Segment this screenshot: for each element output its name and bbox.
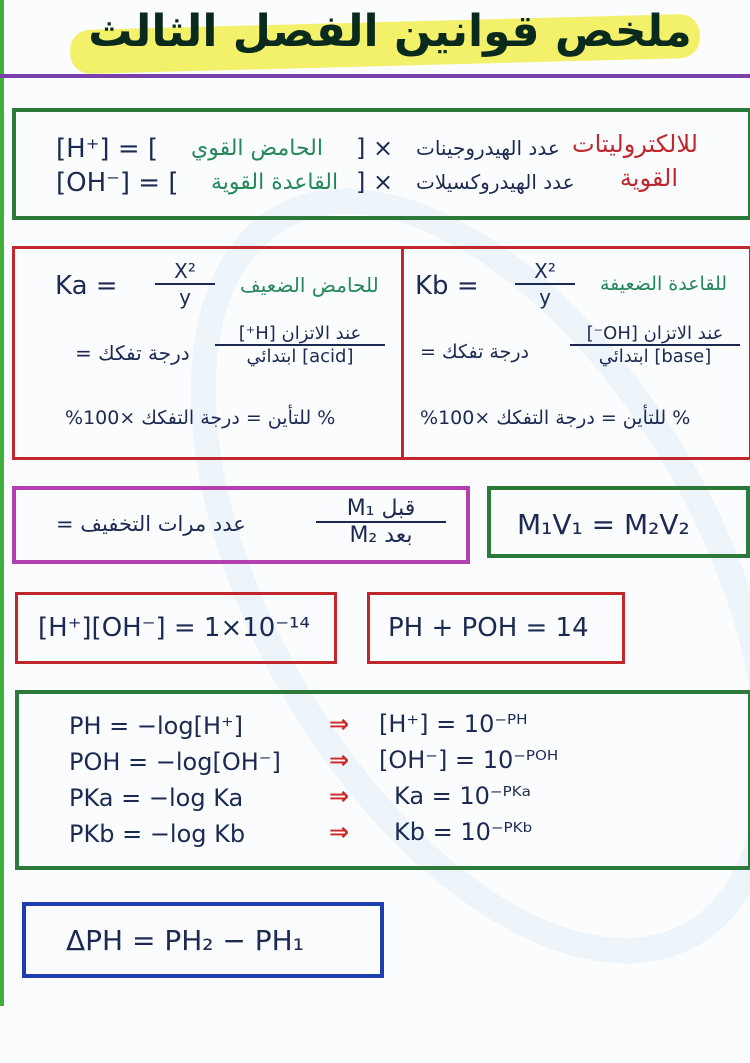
oh-strong-times: ] ×: [356, 168, 394, 196]
acid-alpha-fraction: [215, 323, 385, 367]
dilution-numerator: M₁ قبل: [316, 496, 446, 523]
log-row-4-left: PKb = −log Kb: [69, 820, 246, 848]
oh-strong-count: عدد الهيدروكسيلات: [416, 170, 575, 194]
log-row-4-right: Kb = 10⁻ᴾᴷᵇ: [394, 818, 533, 846]
mv-equation: M₁V₁ = M₂V₂: [517, 508, 690, 541]
dilution-denominator: M₂ بعد: [349, 523, 413, 548]
h-strong-count: عدد الهيدروجينات: [416, 136, 560, 160]
base-percent-ionization: % للتأين = درجة التفكك ×100%: [420, 407, 691, 429]
weak-acid-label: للحامض الضعيف: [240, 273, 379, 297]
base-alpha-numerator: عند الاتزان [OH⁻]: [570, 323, 740, 346]
log-row-3-arrow: ⇒: [329, 782, 350, 810]
dilution-fraction: [316, 496, 446, 548]
oh-strong-base: القاعدة القوية: [211, 170, 339, 195]
page-margin-line: [0, 0, 4, 1006]
log-row-2-right: [OH⁻] = 10⁻ᴾᴼᴴ: [379, 746, 559, 774]
h-strong-times: ] ×: [356, 134, 394, 162]
strong-label-line1: للالكتروليتات: [572, 130, 698, 158]
kw-equation: [H⁺][OH⁻] = 1×10⁻¹⁴: [38, 613, 310, 643]
title-area: [0, 0, 750, 80]
log-row-3-right: Ka = 10⁻ᴾᴷᵃ: [394, 782, 532, 810]
kb-label: Kb =: [415, 271, 479, 301]
kw-box: [15, 592, 337, 664]
title-underline: [0, 74, 750, 78]
ka-fraction: [155, 259, 215, 309]
h-strong-left: [H⁺] = [: [56, 134, 159, 164]
weak-electrolytes-box: [12, 246, 750, 460]
weak-box-divider: [401, 249, 404, 459]
log-row-1-left: PH = −log[H⁺]: [69, 712, 244, 740]
delta-ph-equation: ΔPH = PH₂ − PH₁: [66, 924, 304, 957]
weak-base-label: للقاعدة الضعيفة: [600, 273, 728, 295]
base-alpha-denominator: [base] ابتدائي: [598, 346, 712, 367]
base-alpha-label: درجة تفكك =: [420, 341, 529, 363]
log-row-1-right: [H⁺] = 10⁻ᴾᴴ: [379, 710, 528, 738]
log-row-2-left: POH = −log[OH⁻]: [69, 748, 281, 776]
delta-ph-box: [22, 902, 384, 978]
log-row-1-arrow: ⇒: [329, 710, 350, 738]
acid-alpha-label: درجة تفكك =: [75, 341, 190, 365]
ph-poh-box: [367, 592, 625, 664]
dilution-label: عدد مرات التخفيف =: [56, 512, 246, 536]
acid-percent-ionization: % للتأين = درجة التفكك ×100%: [65, 407, 336, 429]
page-title: ملخص قوانين الفصل الثالث: [88, 6, 692, 57]
log-row-4-arrow: ⇒: [329, 818, 350, 846]
log-relations-box: [15, 690, 750, 870]
strong-label-line2: القوية: [619, 164, 678, 192]
log-row-2-arrow: ⇒: [329, 746, 350, 774]
kb-denominator: y: [539, 285, 551, 309]
h-strong-acid: الحامض القوي: [191, 136, 323, 161]
strong-electrolytes-box: [12, 108, 750, 220]
ka-denominator: y: [179, 285, 191, 309]
oh-strong-left: [OH⁻] = [: [56, 168, 179, 198]
acid-alpha-numerator: عند الاتزان [H⁺]: [215, 323, 385, 346]
ka-label: Ka =: [55, 271, 118, 301]
ph-poh-equation: PH + POH = 14: [388, 613, 589, 643]
kb-fraction: [515, 259, 575, 309]
log-row-3-left: PKa = −log Ka: [69, 784, 244, 812]
base-alpha-fraction: [570, 323, 740, 367]
acid-alpha-denominator: [acid] ابتدائي: [246, 346, 354, 367]
kb-numerator: X²: [515, 259, 575, 285]
ka-numerator: X²: [155, 259, 215, 285]
mv-box: [487, 486, 750, 558]
dilution-box: [12, 486, 470, 564]
